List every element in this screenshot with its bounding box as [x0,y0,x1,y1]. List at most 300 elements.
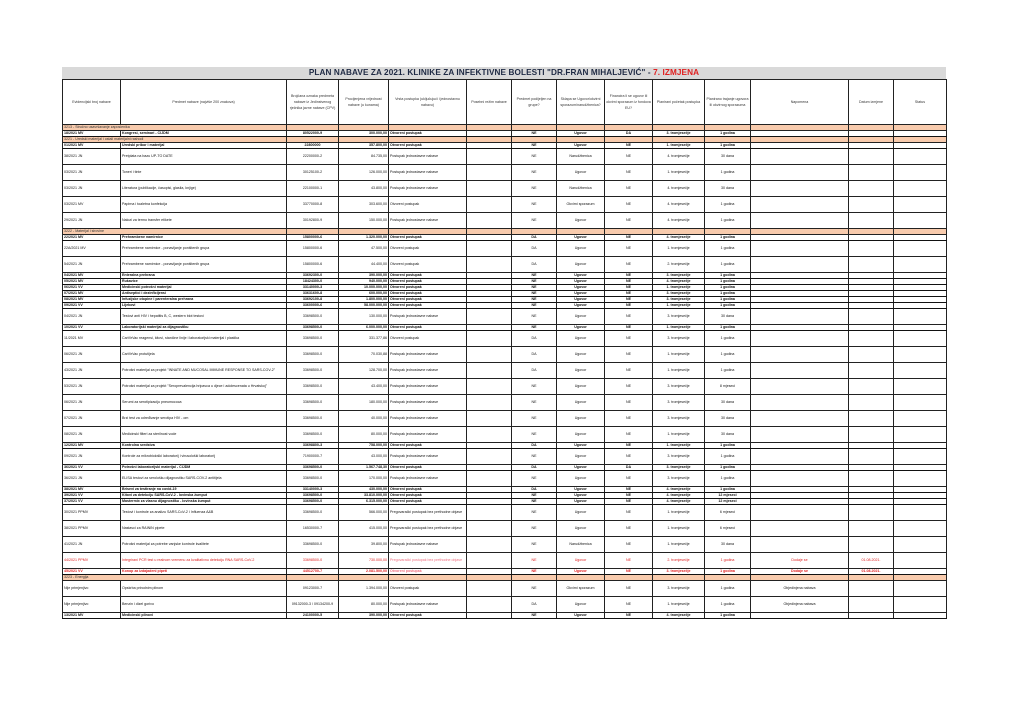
table-cell: Postupak jednostavne nabave [389,213,467,229]
table-cell: 758.000,00 [339,443,389,449]
table-cell: CarVirVac reagensi, kitovi, stanične linije i laboratorijski materijal i plastika [121,331,287,347]
table-cell: 4. tromjesečje [653,197,705,213]
table-cell [751,537,849,553]
column-header: Financira li se ugovor ili okvirni sporazum iz fondova EU? [605,80,653,125]
table-cell [894,613,947,619]
table-cell [467,379,512,395]
table-cell: NE [605,487,653,493]
table-cell: 4. tromjesečje [653,487,705,493]
table-cell: NE [512,285,557,291]
table-cell: 1 godina [705,291,751,297]
table-cell [894,213,947,229]
table-cell [467,537,512,553]
table-cell [467,197,512,213]
table-cell: Ugovor [557,427,605,443]
column-header: Sklapa se Ugovor/okvirni sporazum/narudžbenica? [557,80,605,125]
table-cell [849,149,894,165]
table-cell: 415.000,00 [339,521,389,537]
table-cell: Postupak jednostavne nabave [389,347,467,363]
table-cell: 06/2021 JN [63,347,121,363]
table-cell: Otvoreni postupak [389,279,467,285]
table-cell: NE [605,213,653,229]
table-cell: Kongresi, seminari - CIJDM [121,131,287,137]
table-cell: DA [512,363,557,379]
table-cell: 3. tromjesečje [653,471,705,487]
table-cell [751,197,849,213]
table-cell: Ugovor [557,131,605,137]
table-row [63,181,947,197]
table-cell: 1 godina [705,131,751,137]
table-cell: DA [512,241,557,257]
table-row [63,395,947,411]
table-cell: 3. tromjesečje [653,131,705,137]
table-cell: Postupak jednostavne nabave [389,471,467,487]
table-cell: NE [605,449,653,465]
section-label: 3222 - Materijal i sirovine [63,229,287,235]
table-cell: Otvoreni postupak [389,143,467,149]
table-cell: 3. tromjesečje [653,449,705,465]
table-cell: 30 dana [705,411,751,427]
table-cell: Literatura (publikacije, časopisi, glasila, knjige) [121,181,287,197]
table-cell: 1.800.000,00 [339,297,389,303]
table-cell: 45/2021 VV [63,569,121,575]
table-cell: Ugovor [557,471,605,487]
table-cell: ELISA testovi za serološku dijagnostiku SARS-COV-2 antitijela [121,471,287,487]
table-cell [751,165,849,181]
table-cell: 24100000-5 [287,613,339,619]
column-header: Predmet podijeljen na grupe? [512,80,557,125]
table-cell: NE [512,325,557,331]
table-cell: NE [605,597,653,613]
table-cell: NE [605,471,653,487]
table-row [63,427,947,443]
table-cell: 4. tromjesečje [653,493,705,499]
table-cell: Ugovor [557,347,605,363]
table-cell: 09/2021 VV [63,303,121,309]
table-cell: 730.000,00 [339,553,389,569]
table-cell: NE [512,303,557,309]
table-cell: 1. tromjesečje [653,347,705,363]
table-cell [894,165,947,181]
table-cell: Otvoreni postupak [389,131,467,137]
table-row [63,197,947,213]
document-title [62,67,946,79]
table-cell: NE [512,553,557,569]
table-cell: Benzin i dizel gorivo [121,597,287,613]
table-row [63,613,947,619]
table-cell: 33698500-0 [287,493,339,499]
table-cell [467,213,512,229]
table-cell [849,241,894,257]
table-cell: Ugovor [557,379,605,395]
table-cell: NE [605,325,653,331]
table-cell: NE [605,149,653,165]
table-cell: 1 godina [705,303,751,309]
table-cell: 2.081.500,00 [339,569,389,575]
table-cell: NE [605,569,653,575]
table-cell: 30192800-9 [287,213,339,229]
table-cell: Prehrambene namirnice - ponavljanje poništenih grupa [121,257,287,273]
table-cell: 10.000.000,00 [339,285,389,291]
table-cell: 03/2021 JN [63,165,121,181]
table-cell: 1. tromjesečje [653,325,705,331]
table-cell: NE [605,143,653,149]
table-cell [894,379,947,395]
table-cell: 33698500-0 [287,505,339,521]
table-cell: 3. tromjesečje [653,581,705,597]
table-cell: CarVirVac protutijela [121,347,287,363]
column-header: Planirano trajanje ugovora ili okvirnog sporazuma [705,80,751,125]
table-cell [467,553,512,569]
table-cell [849,521,894,537]
table-cell [467,363,512,379]
table-cell: 4. tromjesečje [653,499,705,505]
table-cell [894,347,947,363]
table-cell [467,581,512,597]
table-cell: Ugovor [557,213,605,229]
table-cell: 1 godina [705,363,751,379]
table-cell: 6 mjeseci [705,521,751,537]
table-cell [894,309,947,325]
table-cell: 22A/2021 MV [63,241,121,257]
table-cell: 1 godina [705,553,751,569]
table-cell: Ugovor [557,553,605,569]
table-cell: 1 godina [705,487,751,493]
table-cell: 44/2021 PPMV [63,553,121,569]
table-cell: NE [512,569,557,575]
table-cell: 33692100-8 [287,297,339,303]
table-cell: 30 dana [705,149,751,165]
table-cell: 1 godina [705,165,751,181]
column-header: Datum izmjene [849,80,894,125]
table-cell: Ugovor [557,325,605,331]
table-cell: Nalozi za termo transfer etikete [121,213,287,229]
table-row [63,347,947,363]
table-cell: DA [512,465,557,471]
table-cell [849,379,894,395]
table-cell: NE [605,197,653,213]
table-cell: 1 godina [705,325,751,331]
table-cell: Postupak jednostavne nabave [389,537,467,553]
table-cell: 71900000-7 [287,449,339,465]
table-cell: 58.000.000,00 [339,303,389,309]
table-cell [751,213,849,229]
table-cell [751,363,849,379]
table-cell: Ugovor [557,363,605,379]
table-cell: DA [512,443,557,449]
table-cell: 36/2021 VV [63,465,121,471]
table-cell: 01.08.2021. [849,553,894,569]
table-cell [849,581,894,597]
table-cell: 33698500-0 [287,347,339,363]
table-cell: Ugovor [557,613,605,619]
table-cell: Kitovi za detekciju SARS-CoV-2 - Iovinska žumput [121,493,287,499]
table-cell: 29/2021 JN [63,213,121,229]
table-cell: 33698800-3 [287,443,339,449]
table-cell: NE [605,257,653,273]
table-cell: NE [605,273,653,279]
table-cell: NE [605,241,653,257]
table-cell: NE [605,499,653,505]
table-cell: 6.000.000,00 [339,325,389,331]
table-cell [467,309,512,325]
table-cell: Dodaje se [751,553,849,569]
table-cell: 1 godina [705,443,751,449]
table-cell: NE [605,553,653,569]
table-cell: NE [605,347,653,363]
table-cell [751,449,849,465]
table-cell: Nije primjenjivo [63,581,121,597]
table-cell: NE [605,395,653,411]
table-cell: 126.000,00 [339,165,389,181]
table-cell: Ugovor [557,597,605,613]
table-cell: 30125100-2 [287,165,339,181]
table-cell [894,521,947,537]
table-cell: 1 godina [705,465,751,471]
table-cell [467,505,512,521]
table-cell: Ugovor [557,449,605,465]
table-cell: Integrirani PCR test u realnom vremenu za kvalitativnu detekciju RNA SARS-CoV-2 [121,553,287,569]
table-cell [894,363,947,379]
table-cell: 01/2021 MV [63,143,121,149]
table-cell [894,449,947,465]
table-cell: NE [512,581,557,597]
table-cell: 1 godina [705,213,751,229]
table-cell: 30 dana [705,181,751,197]
table-cell: 06/2021 JN [63,395,121,411]
table-cell [894,241,947,257]
table-cell: Laboratorijski materijal za dijagnostiku [121,325,287,331]
table-cell: 39/2021 VV [63,493,121,499]
table-cell: 4. tromjesečje [653,613,705,619]
table-cell [467,347,512,363]
table-cell: 43.000,00 [339,449,389,465]
table-cell: 39.800,00 [339,537,389,553]
table-cell [751,411,849,427]
table-cell: DA [512,235,557,241]
table-cell: 33698500-0 [287,471,339,487]
table-cell: DA [512,597,557,613]
procurement-table [62,79,947,619]
table-cell: 4. tromjesečje [653,149,705,165]
title-revision: 7. IZMJENA [653,68,700,77]
table-cell: 1.394.000,00 [339,581,389,597]
table-cell: 05/2021 MV [63,279,121,285]
table-cell: Otvoreni postupak [389,297,467,303]
table-cell: Otvoreni postupak [389,273,467,279]
table-cell: Prehrambene namirnice [121,235,287,241]
table-cell: NE [512,499,557,505]
table-row [63,379,947,395]
table-cell: 33698500-0 [287,553,339,569]
table-cell: NE [512,471,557,487]
table-row [63,241,947,257]
table-cell: Postupak jednostavne nabave [389,411,467,427]
table-cell: 3. tromjesečje [653,297,705,303]
table-cell: Ugovor [557,273,605,279]
table-cell: Pregovarački postupak bez prethodne objave [389,521,467,537]
table-cell [849,347,894,363]
table-cell: DA [605,131,653,137]
table-cell: Otvoreni postupak [389,581,467,597]
table-cell: 3. tromjesečje [653,395,705,411]
table-cell: Postupak jednostavne nabave [389,379,467,395]
table-cell: Uredski pribor i materijal [121,143,287,149]
table-cell: NE [512,449,557,465]
table-cell: Ugovor [557,443,605,449]
table-cell: 33140000-3 [287,285,339,291]
table-cell [751,471,849,487]
table-cell: 1 godina [705,241,751,257]
table-cell: Postupak jednostavne nabave [389,149,467,165]
table-cell [751,331,849,347]
table-cell: 1 godina [705,347,751,363]
table-cell [751,521,849,537]
table-cell: 300.000,00 [339,131,389,137]
column-header: Posebni režim nabave [467,80,512,125]
table-row [63,149,947,165]
table-cell: NE [512,537,557,553]
table-cell: 84.735,00 [339,149,389,165]
table-cell: NE [512,143,557,149]
table-cell [751,347,849,363]
table-cell: 04/2021 MV [63,273,121,279]
table-cell: Ugovor [557,487,605,493]
table-cell: 1 godina [705,613,751,619]
table-cell [894,395,947,411]
table-cell: 1. tromjesečje [653,285,705,291]
table-cell: 1 godina [705,331,751,347]
table-cell: NE [605,291,653,297]
table-cell: 1 godina [705,597,751,613]
table-cell: 30 dana [705,309,751,325]
table-cell [894,411,947,427]
table-cell: 09123000-7 [287,581,339,597]
table-cell [894,581,947,597]
table-cell: Nije primjenjivo [63,597,121,613]
table-cell: NE [605,411,653,427]
column-header: Predmet nabave (najviše 200 znakova) [121,80,287,125]
table-cell: NE [605,165,653,181]
table-cell: 44.400,00 [339,257,389,273]
table-cell [894,553,947,569]
column-header: Procijenjena vrijednost nabave (u kunama) [339,80,389,125]
table-cell: Postupak jednostavne nabave [389,309,467,325]
table-cell: Konop za izdajadeni pipeti [121,569,287,575]
table-cell: Otvoreni postupak [389,613,467,619]
table-cell: 33698500-0 [287,395,339,411]
table-cell: 33698500-0 [287,427,339,443]
table-cell: Otvoreni postupak [389,331,467,347]
table-cell: 33140000-3 [287,487,339,493]
table-cell [849,613,894,619]
table-cell [849,505,894,521]
table-cell: Ugovor [557,411,605,427]
column-header: Brojčana oznaka predmeta nabave iz Jedinstvenog rječnika javne nabave (CPV) [287,80,339,125]
table-row [63,597,947,613]
table-body [63,125,947,619]
table-cell: 43.400,00 [339,379,389,395]
table-cell: 1. tromjesečje [653,427,705,443]
table-cell: 3. tromjesečje [653,379,705,395]
table-cell [849,449,894,465]
table-row [63,521,947,537]
table-cell: 22200000-2 [287,149,339,165]
table-cell: 80.000,00 [339,597,389,613]
table-cell: Serumi za serotipizaciju pneumococa [121,395,287,411]
column-header: Napomena [751,80,849,125]
table-cell [751,257,849,273]
table-cell [467,257,512,273]
table-row [63,411,947,427]
table-cell: Pregovarački postupak bez prethodne objave [389,505,467,521]
table-cell: Otvoreni postupak [389,285,467,291]
table-cell: 37/2021 VV [63,499,121,505]
table-cell: 33698500-0 [287,499,339,505]
table-row [63,331,947,347]
table-cell: NE [512,165,557,181]
table-cell: Ugovor [557,493,605,499]
table-cell: 2. tromjesečje [653,257,705,273]
table-cell: NE [605,285,653,291]
table-cell: Postupak jednostavne nabave [389,395,467,411]
table-cell [751,505,849,521]
table-cell: Pretplata na bazu UP-TO DATE [121,149,287,165]
table-cell: Otvoreni postupak [389,291,467,297]
table-cell: NE [512,297,557,303]
table-cell: 1. tromjesečje [653,537,705,553]
table-cell: Otvoreni postupak [389,241,467,257]
table-cell [467,471,512,487]
table-cell: Ugovor [557,505,605,521]
table-cell: 1. tromjesečje [653,505,705,521]
table-cell: NE [605,279,653,285]
table-cell: DA [512,347,557,363]
table-cell: Otvoreni postupak [389,325,467,331]
table-row [63,309,947,325]
table-cell: 12 mjeseci [705,499,751,505]
table-cell [894,257,947,273]
table-cell: Potrošni materijal za projekt "INNATE AND MUCOSAL IMMUNE RESPONSE TO SARS-COV-2" [121,363,287,379]
table-cell: 04/2021 JN [63,309,121,325]
table-cell: Nastavci za RAININ pipete [121,521,287,537]
table-cell: Toneri i tinte [121,165,287,181]
table-cell [849,213,894,229]
table-cell: 390.000,00 [339,613,389,619]
table-cell: Ugovor [557,309,605,325]
table-cell: Ugovor [557,297,605,303]
table-cell: 4. tromjesečje [653,279,705,285]
table-cell: Ugovor [557,331,605,347]
table-cell [849,471,894,487]
table-cell: 33698500-0 [287,363,339,379]
table-cell: 1 godina [705,581,751,597]
table-cell: 3. tromjesečje [653,291,705,297]
table-cell: 1. tromjesečje [653,303,705,309]
table-cell: Medicinski plinovi [121,613,287,619]
section-label: 3213 - Stručno usavršavanje zaposlenika [63,125,287,131]
table-cell [894,471,947,487]
table-cell: Ugovor [557,569,605,575]
table-cell: NE [512,613,557,619]
table-cell [894,537,947,553]
table-cell: 33698500-0 [287,465,339,471]
table-cell: 12/2021 MV [63,443,121,449]
table-cell: 3. tromjesečje [653,465,705,471]
table-cell: Otvoreni postupak [389,197,467,213]
table-cell: NE [605,493,653,499]
table-cell: 22100000-1 [287,181,339,197]
